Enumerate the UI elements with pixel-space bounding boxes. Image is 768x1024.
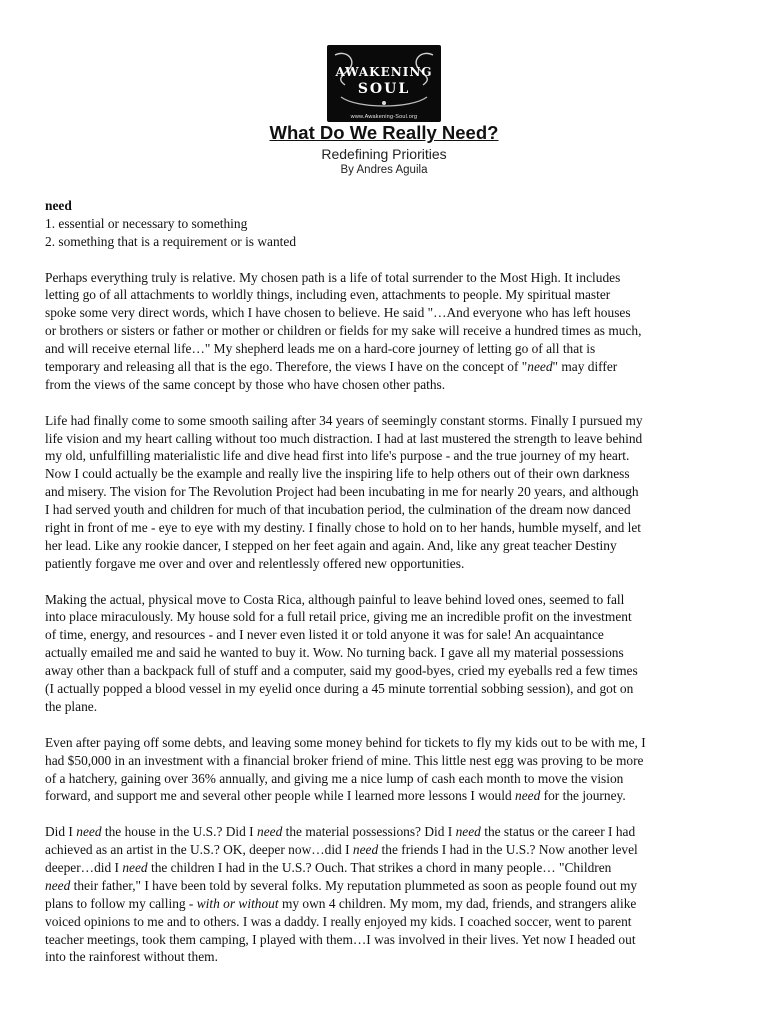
document-title: What Do We Really Need? (269, 122, 499, 143)
emphasis-text: need (352, 842, 379, 858)
paragraph-line: had $50,000 in an investment with a financial broker friend of mine. This little nest egg was proving to be more (45, 752, 644, 768)
emphasis-text: need (527, 359, 553, 375)
document-subtitle: Redefining Priorities (321, 146, 447, 162)
paragraph-line: Now I could actually be the example and really live the inspiring life to help others out of their own darkness (45, 466, 630, 482)
paragraph-line: spoke some very direct words, which I have chosen to believe. He said "…And everyone who has left houses (45, 305, 631, 321)
paragraph-gap (45, 805, 735, 823)
author-byline: By Andres Aguila (340, 164, 428, 176)
paragraph-line: from the views of the same concept by those who have chosen other paths. (45, 376, 446, 392)
paragraph-line: need their father," I have been told by several folks. My reputation plummeted as soon as people found out my (45, 877, 638, 893)
paragraph-line: Making the actual, physical move to Costa Rica, although painful to leave behind loved ones, seemed to fall (45, 591, 625, 607)
paragraph-line: into the rainforest without them. (45, 949, 218, 965)
paragraph-line: away other than a backpack full of stuff and a computer, said my good-byes, cried my eyeballs red a few times (45, 663, 638, 679)
paragraph-line: into place miraculously. My house sold for a full retail price, giving me an incredible profit on the investment (45, 609, 632, 625)
paragraph-line: Life had finally come to some smooth sailing after 34 years of seemingly constant storms. Finally I pursued my (45, 412, 643, 428)
paragraph-line: and misery. The vision for The Revolution Project had been incubating in me for nearly 20 years, and although (45, 484, 639, 500)
paragraph (45, 412, 735, 573)
paragraph-line: Even after paying off some debts, and leaving some money behind for tickets to fly my kids out to be with me, I (45, 734, 646, 750)
logo-url: www.Awakening-Soul.org (350, 114, 418, 120)
paragraph-line: the plane. (45, 698, 98, 714)
definition-block (45, 197, 735, 251)
paragraph-line: voiced opinions to me and to others. I was a daddy. I really enjoyed my kids. I coached soccer, went to parent (45, 913, 632, 929)
emphasis-text: need (257, 824, 283, 840)
paragraph (45, 734, 735, 806)
definition-item: 2. something that is a requirement or is wanted (45, 233, 297, 249)
emphasis-text: need (455, 824, 481, 840)
paragraph-line: deeper…did I need the children I had in the U.S.? Ouch. That strikes a chord in many people… "Children (45, 859, 612, 875)
paragraph (45, 823, 735, 966)
awakening-soul-logo (327, 45, 441, 122)
emphasis-text: need (122, 859, 148, 875)
emphasis-text: need (76, 824, 102, 840)
definition-term: need (45, 198, 72, 213)
paragraph-line: achieved as an artist in the U.S.? OK, deeper now…did I need the friends I had in the U.S.? Now another level (45, 842, 638, 858)
paragraph-gap (45, 251, 735, 269)
paragraph-line: and will receive eternal life…" My shepherd leads me on a hard-core journey of letting go of all that is (45, 341, 596, 357)
definition-item: 1. essential or necessary to something (45, 215, 248, 231)
paragraph-line: her lead. Like any rookie dancer, I stepped on her feet again and again. And, like any great teacher Destiny (45, 537, 617, 553)
paragraph-line: my old, unfulfilling materialistic life and dive head first into life's purpose - and the true journey of my heart. (45, 448, 630, 464)
paragraph-line: forward, and support me and several other people while I learned more lessons I would need for the journey. (45, 788, 626, 804)
paragraph-line: temporary and releasing all that is the ego. Therefore, the views I have on the concept of "need" may differ (45, 359, 618, 375)
emphasis-text: need (515, 788, 541, 804)
logo-word-awakening: AWAKENING (335, 65, 433, 79)
paragraph-gap (45, 573, 735, 591)
paragraph-line: letting go of all attachments to worldly things, including even, attachments to people. My spiritual master (45, 287, 611, 303)
paragraph (45, 591, 735, 716)
emphasis-text: need (45, 877, 71, 893)
paragraphs-container (45, 251, 735, 967)
paragraph-line: of time, energy, and resources - and I never even listed it or told anyone it was for sale! An acquaintance (45, 627, 604, 643)
paragraph-gap (45, 394, 735, 412)
paragraph-line: life vision and my heart calling without too much distraction. I had at last mustered the strength to leave behind (45, 430, 643, 446)
logo-word-soul: SOUL (357, 81, 411, 97)
paragraph-line: right in front of me - eye to eye with my destiny. I finally chose to hold on to her hands, humble myself, and let (45, 520, 642, 536)
paragraph-line: (I actually popped a blood vessel in my eyelid once during a 45 minute torrential sobbing session), and got on (45, 681, 634, 697)
paragraph-line: Perhaps everything truly is relative. My chosen path is a life of total surrender to the Most High. It includes (45, 269, 621, 285)
paragraph-line: teacher meetings, took them camping, I played with them…I was involved in their lives. Yet now I headed out (45, 931, 636, 947)
paragraph-gap (45, 716, 735, 734)
article-body (45, 197, 735, 966)
paragraph-line: I had served youth and children for much of that incubation period, the culmination of the dream now danced (45, 502, 631, 518)
paragraph-line: patiently forgave me over and over and relentlessly offered new opportunities. (45, 555, 465, 571)
paragraph-line: actually emailed me and said he wanted to buy it. Wow. No turning back. I gave all my material possessions (45, 645, 624, 661)
paragraph-line: plans to follow my calling - with or without my own 4 children. My mom, my dad, friends, and strangers alike (45, 895, 637, 911)
emphasis-text: with or without (196, 895, 279, 911)
paragraph (45, 269, 735, 394)
paragraph-line: of a hatchery, gaining over 36% annually, and giving me a nice lump of cash each month to move the vision (45, 770, 624, 786)
paragraph-line: or brothers or sisters or father or mother or children or fields for my sake will receive a hundred times as much, (45, 323, 642, 339)
paragraph-line: Did I need the house in the U.S.? Did I need the material possessions? Did I need the status or the career I had (45, 824, 636, 840)
